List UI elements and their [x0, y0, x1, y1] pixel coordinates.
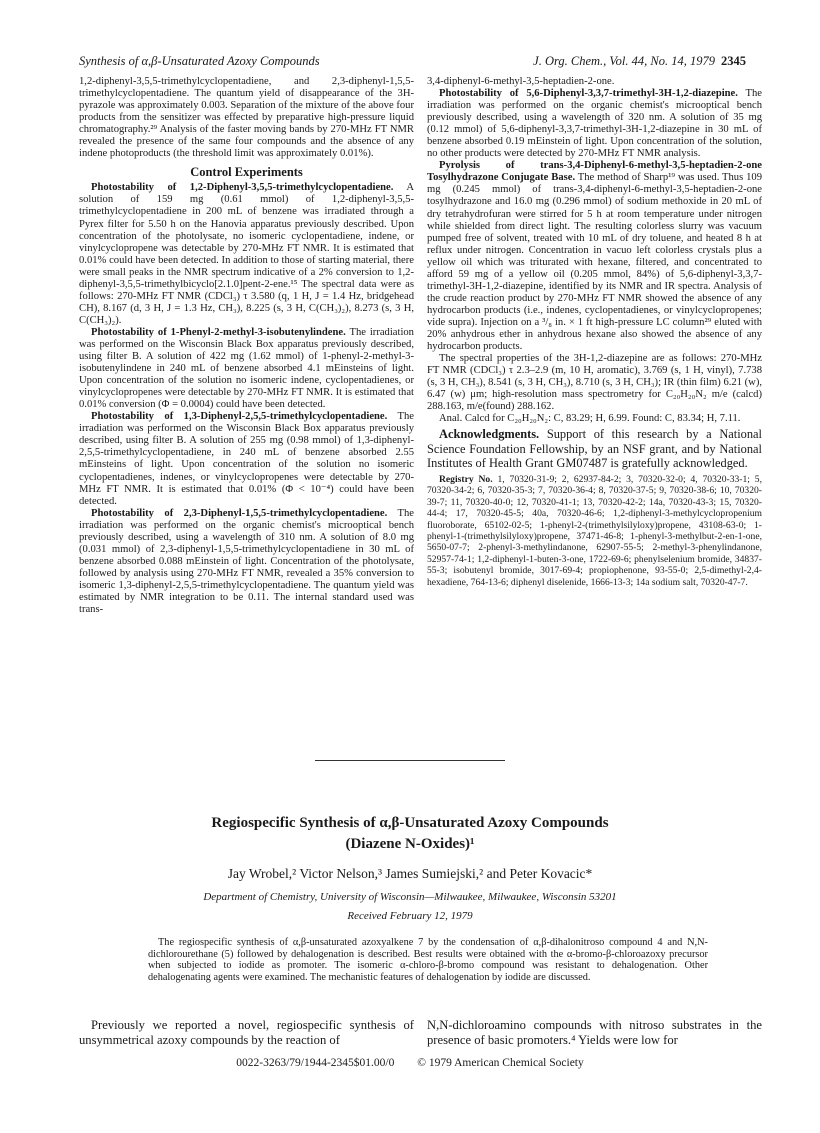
copyright: © 1979 American Chemical Society: [417, 1057, 584, 1069]
run-in-heading: Photostability of 5,6-Diphenyl-3,3,7-trimethyl-3H-1,2-diazepine.: [439, 88, 738, 100]
run-in-heading: Registry No.: [439, 473, 493, 485]
paragraph: [427, 160, 762, 353]
paragraph-text: The irradiation was performed on the Wisconsin Black Box apparatus previously described, using filter B. A solution of 255 mg (0.98 mmol) of 1,3-diphenyl-2,5,5-trimethylcyclopentadiene, in 240 mL of benzene absorbed 2.55 mEinsteins of light. Upon concentration of the solution no isomeric cyclopentadienes, indenes, or vinylcyclopropenes were detectable by 270-MHz FT NMR. It is estimated that 0.01% (Φ < 10⁻⁴) could have been detected.: [79, 411, 414, 507]
author-list: Jay Wrobel,² Victor Nelson,³ James Sumiejski,² and Peter Kovacic*: [227, 866, 593, 881]
body-text-right: N,N-dichloroamino compounds with nitroso substrates in the presence of basic promoters.⁴ Yields were low for: [427, 1018, 762, 1047]
paragraph: [79, 327, 414, 411]
received-date: Received February 12, 1979: [347, 910, 473, 922]
paragraph-text: A solution of 159 mg (0.61 mmol) of 1,2-diphenyl-3,5,5-trimethylcyclopentadiene in 200 mL of benzene was irradiated through a Pyrex filter for 5.50 h on the Hanovia apparatus previously described. Upon concentration of the photolysate, no isomeric cyclopentadiene, indene, or vinylcyclopropene was detectable by 270-MHz FT NMR. It is estimated that 0.01% could have been detected. In addition to those of starting material, there were small peaks in the NMR spectrum indicative of a 2% conversion to 1,2-diphenyl-3,5,5-trimethylbicyclo[2.1.0]pent-2-ene.¹⁵ The spectral data were as follows: 270-MHz FT NMR (CDCl₃) τ 3.580 (q, 1 H, J = 1.4 Hz, bridgehead CH), 8.167 (d, 3 H, J = 1.3 Hz, CH₃), 8.225 (s, 3 H, C(CH₃)₂), 8.273 (s, 3 H, C(CH₃)₂).: [79, 182, 414, 326]
affiliation: Department of Chemistry, University of Wisconsin—Milwaukee, Milwaukee, Wisconsin 53201: [203, 891, 617, 903]
paragraph: [79, 411, 414, 507]
run-in-heading: Photostability of 1,2-Diphenyl-3,5,5-trimethylcyclopentadiene.: [91, 182, 394, 194]
run-in-heading: Pyrolysis of trans-3,4-Diphenyl-6-methyl-3,5-heptadien-2-one Tosylhydrazone Conjugate Base.: [427, 160, 762, 184]
paragraph-text: The method of Sharp¹⁹ was used. Thus 109 mg (0.245 mmol) of trans-3,4-diphenyl-6-methyl-3,5-heptadien-2-one tosylhydrazone and 16.0 mg (0.296 mmol) of sodium methoxide in 20 mL of dry tetrahydrofuran were stirred for 5 h at room temperature under nitrogen while shielded from direct light. The resulting colorless slurry was vacuum pumped free of solvent, treated with 10 mL of dry toluene, and heated 8 h at reflux under nitrogen. Concentration in vacuo left colorless crystals plus a yellow oil which was triturated with hexane, filtered, and concentrated to afford 59 mg of a yellow oil (0.205 mmol, 84%) of 5,6-diphenyl-3,3,7-trimethyl-3H-1,2-diazepine, identified by its NMR and IR spectra. Analysis of the crude reaction product by 270-MHz FT NMR showed the absence of any hydrocarbon products (i.e., indenes, cyclopentadienes, or vinylcyclopropenes; vide supra). Injection on a ³/₈ in. × 1 ft high-pressure LC column²⁹ eluted with 20% anhydrous ether in anhydrous hexane also showed the absence of any hydrocarbon products.: [427, 172, 762, 353]
abstract: The regiospecific synthesis of α,β-unsaturated azoxyalkene 7 by the condensation of α,β-dihalonitroso compound 4 and N,N-dichlorourethane (5) followed by dehalogenation is described. Best results were obtained with the α-bromo-β-chloroazoxy precursor when subjected to iodide as promoter. The isomeric α-chloro-β-bromo compound was resistant to dehalogenation. Other dehalogenating agents were examined. The mechanistic features of dehalogenation by iodide are discussed.: [148, 937, 708, 983]
continued-paragraph: 3,4-diphenyl-6-methyl-3,5-heptadien-2-one.: [427, 76, 615, 87]
acknowledgments: [427, 427, 762, 470]
article-code: 0022-3263/79/1944-2345$01.00/0: [236, 1057, 395, 1069]
journal-citation: [533, 54, 746, 69]
paragraph: The spectral properties of the 3H-1,2-diazepine are as follows: 270-MHz FT NMR (CDCl₃) τ 2.3–2.9 (m, 10 H, aromatic), 3.769 (s, 1 H, vinyl), 7.738 (s, 3 H, CH₃), 8.541 (s, 3 H, CH₃), 8.710 (s, 3 H, CH₃); IR (thin film) 6.21 (w), 6.47 (w) μm; high-resolution mass spectrometry for C₂₀H₂₀N₂ m/e (calcd) 288.163, m/e(found) 288.162.: [427, 353, 762, 413]
paragraph-text: The irradiation was performed on the organic chemist's microoptical bench previously described, using a wavelength of 310 nm. A solution of 8.0 mg (0.031 mmol) of 2,3-diphenyl-1,5,5-trimethylcyclopentadiene in 30 mL of benzene absorbed 0.088 mEinstein of light. Concentration of the photolysate, followed by analysis using 270-MHz FT NMR, revealed a 35% conversion to isomeric 1,3-diphenyl-2,5,5-trimethylcyclopentadiene. The quantum yield was estimated by NMR integration to be 0.11. The internal standard used was trans-: [79, 507, 414, 616]
title-line: Regiospecific Synthesis of α,β-Unsaturated Azoxy Compounds: [211, 815, 609, 831]
paragraph-text: The irradiation was performed on the organic chemist's microoptical bench previously described, using a wavelength of 320 nm. A solution of 35 mg (0.12 mmol) of 5,6-diphenyl-3,3,7-trimethyl-3H-1,2-diazepine in 30 mL of benzene absorbed 0.19 mEinstein of light. Upon concentration of the solution, no other products were detected by 270-MHz FT NMR analysis.: [427, 88, 762, 160]
paragraph-text: 1, 70320-31-9; 2, 62937-84-2; 3, 70320-32-0; 4, 70320-33-1; 5, 70320-34-2; 6, 70320-35-3; 7, 70320-36-4; 8, 70320-37-5; 9, 70320-38-6; 10, 70320-39-7; 11, 70320-40-0; 12, 70320-41-1; 13, 70320-42-2; 14a, 70320-43-3; 15, 70320-44-4; 17, 70320-45-5; 40a, 70320-46-6; 1,2-diphenyl-3-methylcyclopropenium fluoroborate, 65102-02-5; 1-phenyl-2-(trimethylsilyloxy)propene, 43108-63-0; 1-phenyl-1-(trimethylsilyloxy)propene, 37471-46-8; 1-phenyl-3-methylbut-2-en-1-one, 5650-07-7; 2-phenyl-3-methylindanone, 62907-55-5; 2-methyl-3-phenylindanone, 52957-74-1; 1,2-diphenyl-1-buten-3-one, 1722-69-6; phenylselenium bromide, 34837-55-3; isobutenyl bromide, 3017-69-4; propiophenone, 93-55-0; 2,5-dimethyl-2,4-hexadiene, 764-13-6; diphenyl diselenide, 1666-13-3; 14a sodium salt, 70320-47-7.: [427, 473, 762, 588]
run-in-heading: Acknowledgments.: [439, 427, 540, 442]
run-in-heading: Photostability of 2,3-Diphenyl-1,5,5-trimethylcyclopentadiene.: [91, 507, 388, 519]
title-line: (Diazene N-Oxides)¹: [345, 836, 475, 852]
paragraph: [79, 182, 414, 327]
running-title: Synthesis of α,β-Unsaturated Azoxy Compounds: [79, 54, 320, 68]
article-title: [0, 813, 820, 855]
left-column: [79, 76, 414, 616]
registry-numbers: [427, 474, 762, 588]
section-divider: [315, 760, 505, 761]
run-in-heading: Photostability of 1-Phenyl-2-methyl-3-isobutenylindene.: [91, 326, 346, 338]
paragraph-text: Support of this research by a National Science Foundation Fellowship, by an NSF grant, and by National Institutes of Health Grant GM07487 is gratefully acknowledged.: [427, 427, 762, 470]
intro-paragraph: 1,2-diphenyl-3,5,5-trimethylcyclopentadiene, and 2,3-diphenyl-1,5,5-trimethylcyclopentadiene. The quantum yield of disappearance of the 3H-pyrazole was approximately 0.003. Separation of the mixture of the above four products from the sensitizer was effected by preparative high-pressure liquid chromatography.²⁹ Analysis of the faster moving bands by 270-MHz FT NMR revealed the presence of the same four compounds and the absence of any indene photoproducts (the threshold limit was approximately 0.01%).: [79, 76, 414, 160]
body-text-left: Previously we reported a novel, regiospecific synthesis of unsymmetrical azoxy compounds by the reaction of: [79, 1018, 414, 1047]
right-column: [427, 76, 762, 588]
footer: [0, 1057, 820, 1069]
paragraph: [427, 88, 762, 160]
paragraph-text: The irradiation was performed on the Wisconsin Black Box apparatus previously described, using filter B. A solution of 422 mg (1.62 mmol) of 1-phenyl-2-methyl-3-isobutenylindene in 240 mL of benzene absorbed 4.1 mEinsteins of light. Upon concentration of the solution no isomeric indene, cyclopentadienes, or vinylcyclopropenes were detectable by 270-MHz FT NMR. It is estimated that 0.01% conversion (Φ = 0.0004) could have been detected.: [79, 326, 414, 411]
run-in-heading: Photostability of 1,3-Diphenyl-2,5,5-trimethylcyclopentadiene.: [91, 411, 388, 423]
journal-name: J. Org. Chem., Vol. 44, No. 14, 1979: [533, 54, 715, 68]
paragraph: Anal. Calcd for C₂₀H₂₀N₂: C, 83.29; H, 6.99. Found: C, 83.34; H, 7.11.: [439, 413, 741, 425]
paragraph: [79, 508, 414, 616]
section-title: Control Experiments: [190, 165, 303, 180]
page-number: 2345: [721, 54, 746, 68]
